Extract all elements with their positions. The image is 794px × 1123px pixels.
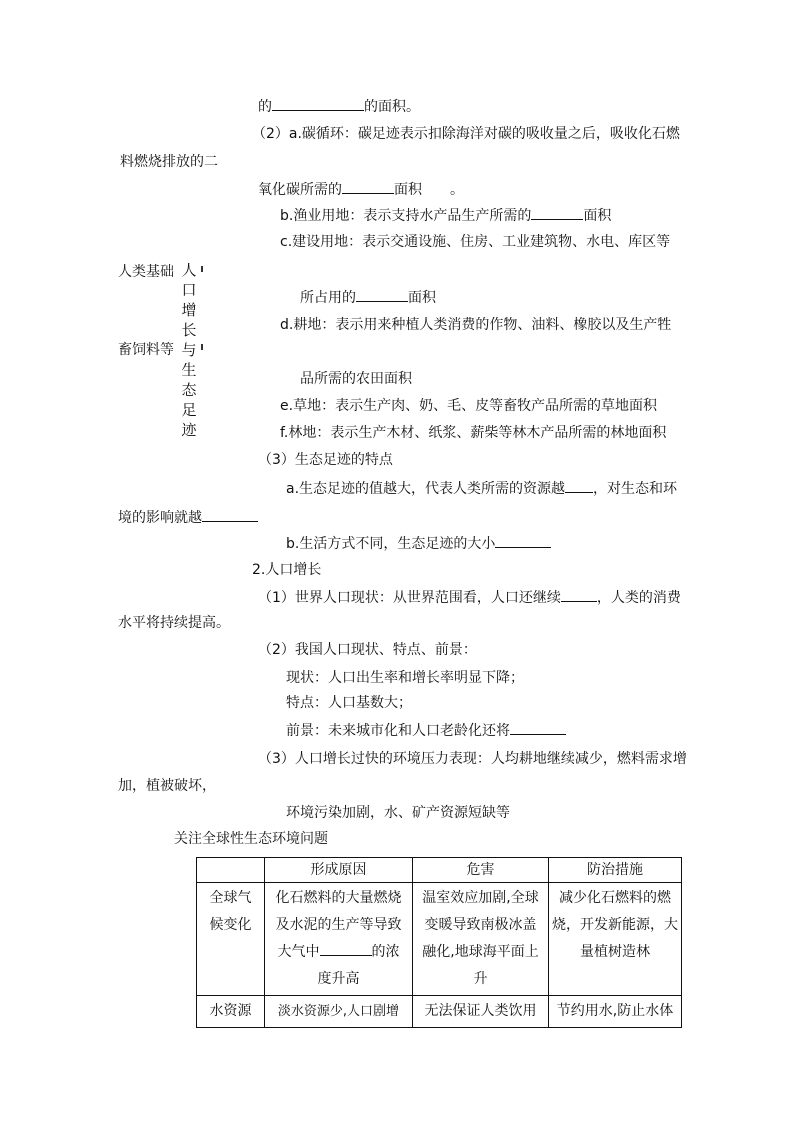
text-fragment: 关注全球性生态环境问题: [174, 831, 328, 847]
table-cell: [549, 883, 682, 996]
text-fragment: 大气中: [277, 944, 320, 960]
text-line-21: [258, 640, 477, 660]
text-fragment: 面积: [408, 290, 436, 306]
table-row: [197, 883, 682, 996]
side-label-population-footprint: [180, 260, 198, 440]
section-heading: [174, 829, 328, 849]
text-line-3: [120, 152, 218, 172]
text-fragment: 氧化碳所需的: [258, 182, 342, 198]
text-fragment: 面积: [583, 208, 612, 224]
table-header-cell: 形成原因: [265, 858, 413, 883]
text-line-14: [258, 450, 393, 470]
table-cell: 水资源: [197, 996, 265, 1028]
text-line-24: [286, 720, 566, 740]
text-line-15: [286, 478, 677, 498]
cell-line: 变暖导致南极冰盖: [424, 917, 537, 933]
table-cell: [413, 883, 549, 996]
text-fragment: 的面积。: [364, 99, 420, 115]
table-row: [197, 996, 682, 1028]
text-fragment: （3）生态足迹的特点: [258, 452, 393, 468]
text-fragment: ，人类的消费: [596, 590, 681, 606]
side-label-char: 生: [181, 361, 197, 379]
table-cell: 无法保证人类饮用: [413, 996, 549, 1028]
fill-blank[interactable]: [510, 720, 566, 735]
text-fragment: 水平将持续提高。: [118, 615, 230, 631]
table-cell: [265, 883, 413, 996]
text-fragment: 加，植被破坏，: [118, 778, 216, 794]
table-header-row: [197, 858, 682, 883]
text-fragment: a.生态足迹的值越大，代表人类所需的资源越: [286, 481, 566, 497]
side-label-char: 口: [181, 281, 197, 299]
cell-line: 融化,地球海平面上: [422, 944, 539, 960]
fill-blank[interactable]: [202, 507, 258, 522]
text-line-6: [280, 232, 670, 252]
cell-line: 化石燃料的大量燃烧: [275, 890, 402, 906]
text-fragment: （3）人口增长过快的环境压力表现：人均耕地继续减少，燃料需求增: [258, 751, 687, 767]
side-label-char: 迹: [181, 421, 197, 439]
text-fragment: 境的影响就越: [118, 510, 202, 526]
text-fragment: 人类基础: [118, 264, 174, 280]
fill-blank[interactable]: [531, 205, 583, 220]
cell-line: 候变化: [209, 917, 252, 933]
text-line-11: [300, 369, 412, 389]
eco-issues-table: [196, 857, 682, 1028]
text-fragment: d.耕地：表示用来种植人类消费的作物、油料、橡胶以及生产牲: [280, 317, 672, 333]
cell-line: 量植树造林: [580, 944, 650, 960]
text-line-26: [118, 776, 216, 796]
text-fragment: 畜饲料等: [118, 342, 174, 358]
fill-blank[interactable]: [495, 533, 551, 548]
text-line-25: [258, 749, 687, 769]
side-label-char: 长: [181, 321, 197, 339]
text-fragment: （1）世界人口现状：从世界范围看，人口还继续: [258, 590, 561, 606]
text-fragment: f.林地：表示生产木材、纸浆、薪柴等林木产品所需的林地面积: [280, 425, 667, 441]
table-header-cell: 危害: [413, 858, 549, 883]
side-label-char: 与: [181, 341, 197, 359]
side-bracket-mark: [201, 344, 203, 350]
cell-line: 度升高: [317, 971, 360, 987]
text-fragment: 2.人口增长: [252, 562, 322, 578]
text-line-8: [300, 287, 436, 307]
text-fragment: 面积 。: [394, 182, 464, 198]
text-fragment: 现状：人口出生率和增长率明显下降；: [286, 670, 524, 686]
cell-line: 减少化石燃料的燃: [559, 890, 671, 906]
text-line-9: [280, 315, 671, 335]
cell-line: 全球气: [209, 890, 252, 906]
fill-blank[interactable]: [320, 941, 372, 956]
side-label-char: 足: [181, 401, 197, 419]
text-line-16: [118, 507, 258, 527]
fill-blank[interactable]: [342, 179, 394, 194]
fill-blank[interactable]: [565, 478, 593, 493]
side-label-char: 人: [181, 261, 197, 279]
text-line-22: [286, 668, 524, 688]
text-line-1: [258, 96, 420, 116]
cell-line: 及水泥的生产等导致: [275, 917, 402, 933]
table-header-cell: 防治措施: [549, 858, 682, 883]
text-line-19: [258, 587, 681, 607]
text-fragment: （2）我国人口现状、特点、前景：: [258, 642, 477, 658]
cell-line: 升: [473, 971, 488, 987]
text-line-27: [286, 803, 510, 823]
text-fragment: b.生活方式不同，生态足迹的大小: [286, 536, 496, 552]
cell-line: 温室效应加剧,全球: [422, 890, 539, 906]
text-line-20: [118, 613, 230, 633]
text-line-12: [280, 396, 657, 416]
side-label-char: 增: [181, 301, 197, 319]
text-fragment: ，对生态和环: [593, 481, 678, 497]
text-fragment: 的: [258, 99, 272, 115]
text-fragment: （2）a.碳循环：碳足迹表示扣除海洋对碳的吸收量之后，吸收化石燃: [252, 126, 680, 142]
fill-blank[interactable]: [272, 96, 364, 111]
text-fragment: e.草地：表示生产肉、奶、毛、皮等畜牧产品所需的草地面积: [280, 398, 658, 414]
text-line-5: [280, 205, 611, 225]
text-fragment: 环境污染加剧，水、矿产资源短缺等: [286, 805, 510, 821]
side-bracket-mark: [201, 266, 203, 272]
fill-blank[interactable]: [356, 287, 408, 302]
text-fragment: 品所需的农田面积: [300, 371, 412, 387]
text-fragment: 所占用的: [300, 290, 356, 306]
text-fragment: 料燃烧排放的二: [120, 154, 218, 170]
table-cell: 节约用水,防止水体: [549, 996, 682, 1028]
cell-line: [268, 939, 409, 966]
text-line-17: [286, 533, 551, 553]
text-fragment: c.建设用地：表示交通设施、住房、工业建筑物、水电、库区等: [280, 234, 671, 250]
cell-line: 烧，开发新能源，大: [552, 917, 678, 933]
text-line-18: [252, 560, 321, 580]
text-fragment: 的浓: [371, 944, 400, 960]
table-header-cell: [197, 858, 265, 883]
text-fragment: b.渔业用地：表示支持水产品生产所需的: [280, 208, 532, 224]
text-fragment: 前景：未来城市化和人口老龄化还将: [286, 723, 510, 739]
text-line-2: [252, 124, 680, 144]
table-cell: 淡水资源少,人口剧增: [265, 996, 413, 1028]
text-fragment: 特点：人口基数大；: [286, 695, 412, 711]
text-line-7: [118, 262, 174, 282]
text-line-10: [118, 340, 174, 360]
side-label-char: 态: [181, 381, 197, 399]
fill-blank[interactable]: [561, 587, 597, 602]
table-cell: [197, 883, 265, 996]
text-line-13: [280, 423, 666, 443]
text-line-4: [258, 179, 464, 199]
text-line-23: [286, 693, 412, 713]
